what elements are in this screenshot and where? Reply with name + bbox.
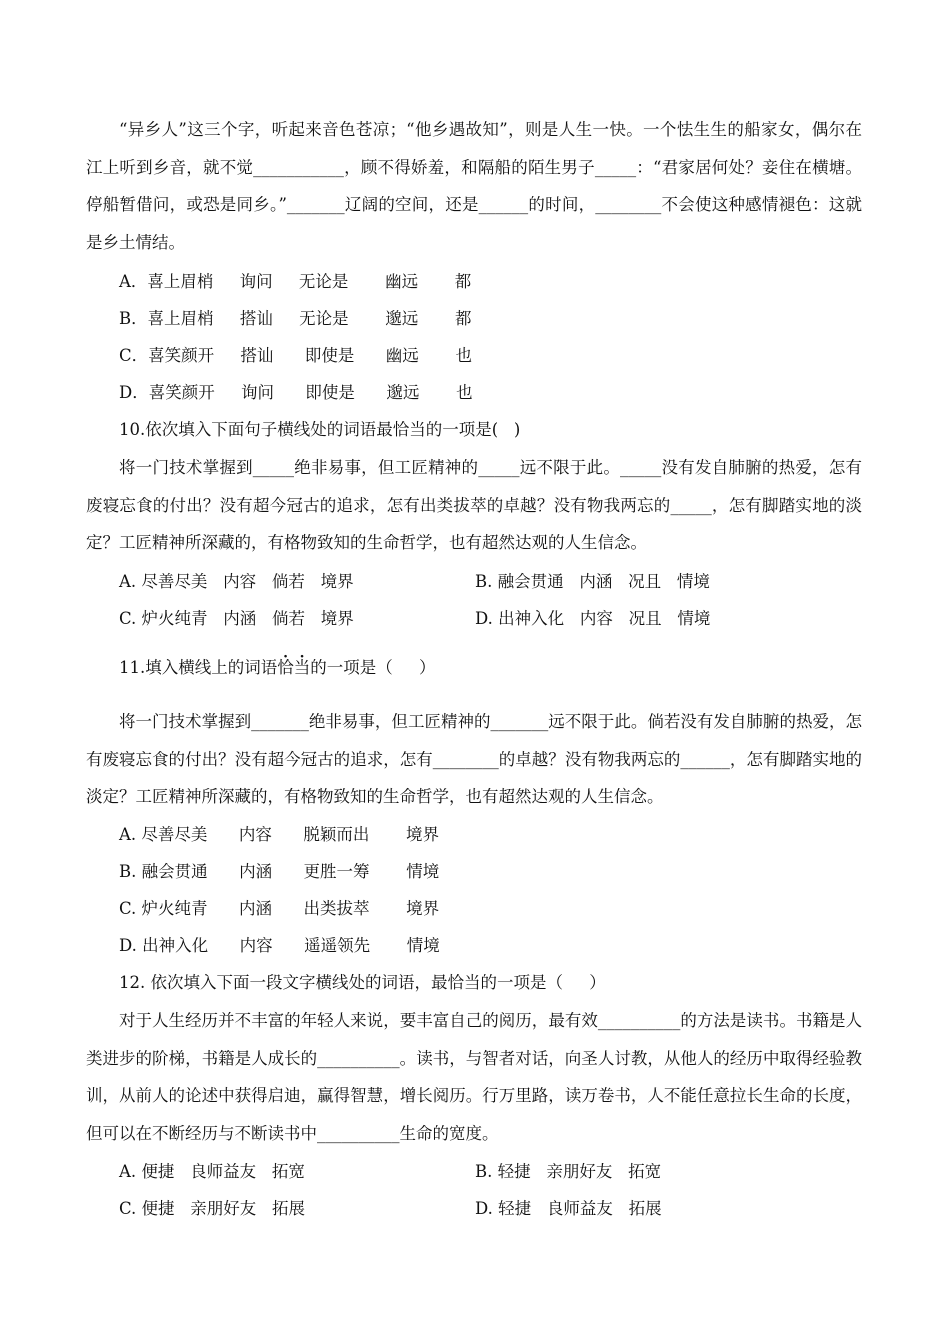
q10-passage: 将一门技术掌握到_____绝非易事，但工匠精神的_____远不限于此。_____没有发自肺腑的热爱，怎有废寝忘食的付出？没有超今冠古的追求，怎有出类拔萃的卓越？没有物我两忘的_____，怎有脚踏实地的淡定？工匠精神所深藏的，有格物致知的生命哲学，也有超然达观的人生信念。 bbox=[86, 458, 862, 552]
q12-option-b: B. 轻捷 亲朋好友 拓宽 bbox=[475, 1162, 662, 1181]
q11-option-c: C. 炉火纯青 内涵 出类拔萃 境界 bbox=[119, 899, 440, 918]
q11-passage: 将一门技术掌握到_______绝非易事，但工匠精神的_______远不限于此。倘若没有发自肺腑的热爱，怎有废寝忘食的付出？没有超今冠古的追求，怎有________的卓越？没有物我两忘的______，怎有脚踏实地的淡定？工匠精神所深藏的，有格物致知的生命哲学，也有超然达观的人生信念。 bbox=[86, 712, 862, 806]
q12-passage: 对于人生经历并不丰富的年轻人来说，要丰富自己的阅历，最有效__________的方法是读书。书籍是人类进步的阶梯，书籍是人成长的__________。读书，与智者对话，向圣人讨教，从他人的经历中取得经验教训，从前人的论述中获得启迪，赢得智慧，增长阅历。行万里路，读万卷书，人不能任意拉长生命的长度，但可以在不断经历与不断读书中__________生命的宽度。 bbox=[86, 1011, 862, 1143]
q12-title: 12. 依次填入下面一段文字横线处的词语，最恰当的一项是（ ） bbox=[119, 973, 606, 992]
q10-option-d: D. 出神入化 内容 况且 情境 bbox=[475, 609, 711, 628]
q9-option-c: C．喜笑颜开 搭讪 即使是 幽远 也 bbox=[119, 346, 473, 365]
q11-option-a: A. 尽善尽美 内容 脱颖而出 境界 bbox=[119, 825, 440, 844]
q11-option-d: D. 出神入化 内容 遥遥领先 情境 bbox=[119, 936, 440, 955]
q11-emphasis-char-1: 恰 bbox=[277, 658, 294, 677]
q11-option-b: B. 融会贯通 内涵 更胜一筹 情境 bbox=[119, 862, 440, 881]
passage-9-text: “异乡人”这三个字，听起来音色苍凉；“他乡遇故知”，则是人生一快。一个怯生生的船家女，偶尔在江上听到乡音，就不觉___________，顾不得娇羞，和隔船的陌生男子_____：“君家居何处？妾住在横塘。停船暂借问，或恐是同乡。”_______辽阔的空间，还是______的时间，________不会使这种感情褪色：这就是乡土情结。 bbox=[86, 120, 862, 252]
q9-option-d: D．喜笑颜开 询问 即使是 邈远 也 bbox=[119, 383, 473, 402]
q11-emphasis-char-2: 当 bbox=[293, 658, 311, 677]
q10-title: 10.依次填入下面句子横线处的词语最恰当的一项是( ) bbox=[119, 420, 521, 439]
q12-option-c: C. 便捷 亲朋好友 拓展 bbox=[119, 1199, 305, 1218]
q12-option-d: D. 轻捷 良师益友 拓展 bbox=[475, 1199, 662, 1218]
q10-option-a: A. 尽善尽美 内容 倘若 境界 bbox=[119, 572, 354, 591]
q9-option-b: B．喜上眉梢 搭讪 无论是 邈远 都 bbox=[119, 309, 472, 328]
q10-option-b: B. 融会贯通 内涵 况且 情境 bbox=[475, 572, 710, 591]
q11-title-post: 的一项是（ ） bbox=[310, 658, 436, 677]
q10-option-c: C. 炉火纯青 内涵 倘若 境界 bbox=[119, 609, 354, 628]
q11-title-pre: 11.填入横线上的词语 bbox=[119, 658, 278, 677]
q11-title bbox=[119, 658, 435, 678]
q9-option-a: A．喜上眉梢 询问 无论是 幽远 都 bbox=[119, 272, 472, 291]
q12-option-a: A. 便捷 良师益友 拓宽 bbox=[119, 1162, 305, 1181]
